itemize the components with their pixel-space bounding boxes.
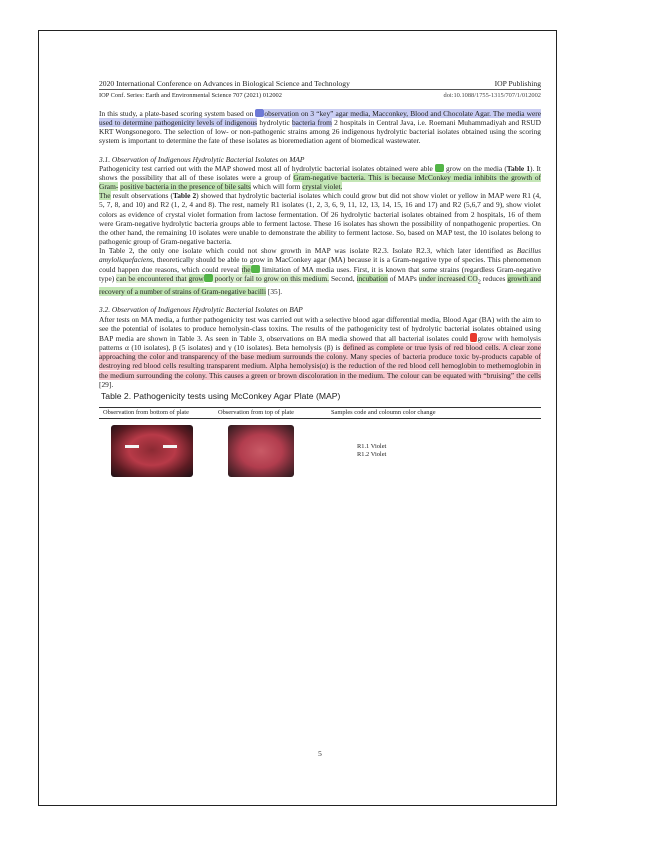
highlight-green[interactable]: Gram-negative bacteria. This is because McConkey xyxy=(293,172,451,182)
highlight-green[interactable]: poorly or fail to grow on this medium. xyxy=(212,273,329,283)
table-row xyxy=(99,419,541,477)
highlight-blue[interactable]: observation on 3 “key” agar media, Macconkey, Blood and Chocolate Agar. The media were used to determine pathogenicity levels of indigenous xyxy=(99,109,541,128)
highlight-blue[interactable]: bacteria from xyxy=(291,118,332,128)
sample-results xyxy=(357,443,386,459)
table-column-header: Observation from bottom of plate xyxy=(103,408,189,416)
highlight-green[interactable]: crystal violet. xyxy=(302,182,343,192)
publisher: IOP Publishing xyxy=(494,79,541,88)
comment-note-icon[interactable] xyxy=(204,274,213,282)
intro-paragraph: In this study, a plate-based scoring system based on observation on 3 “key” agar media, Macconkey, Blood and Chocolate Agar. The media were used to determine pathogenicity levels of indigenous hydrolytic bacteria from 2 hospitals in Central Java, i.e. Roemani Muhammadiyah and RSUD KRT Wongsonegoro. The selection of low- or non-pathogenic strains among 26 indigenous hydrolytic bacterial isolates obtained using the scoring system is important to determine the fate of these isolates as bioremediation agent of biomedical wastewater. xyxy=(99,109,541,146)
sample-result: R1.2 Violet xyxy=(357,450,387,458)
section2-paragraph1: After tests on MA media, a further pathogenicity test was carried out with a selective blood agar differential media, Blood Agar (BA) with the aim to see the potential of isolates to produce hemolysin-class toxins. The results of the pathogenicity test of hydrolytic bacterial isolates obtained using BAP media are shown in Table 3. As seen in Table 3, observations on BA media showed that all bacterial isolates could grow with hemolysis patterns α (10 isolates), β (5 isolates) and γ (10 isolates). Beta hemolysis (β) is defined as complete or true lysis of red blood cells. A clear zone approaching the color and transparency of the base medium surrounds the colony. Many species of bacteria produce toxic by-products capable of destroying red blood cells resulting transparent medium. Alpha hemolysis(α) is the reduction of the red blood cell hemoglobin to methemoglobin in the medium surrounding the colony. This causes a green or brown discoloration in the medium. The colour can be equated with “bruising” the cells [29]. xyxy=(99,314,541,389)
series-header xyxy=(99,91,541,100)
section-heading: 3.1. Observation of Indigenous Hydrolytic Bacterial Isolates on MAP xyxy=(99,154,305,164)
table-header-row xyxy=(99,407,541,419)
pdf-page xyxy=(38,30,557,806)
section1-paragraph3: In Table 2, the only one isolate which could not show growth in MAP was isolate R2.3. Isolate R2.3, which later identified as Bacillus amyloliquefaciens, theoretically should be able to grow in MacConkey agar (MA) because it is a Gram-negative type of species. This phenomenon could happen due reasons, which could reveal the limitation of MA media uses. First, it is known that some strains (regardless Gram-negative type) can be encountered that grow poorly or fail to grow on this medium. Second, incubation of MAPs under increased $CO_2$ reduces growth and recovery of a number of strains of Gram-negative bacilli [35]. xyxy=(99,246,541,297)
table-caption: Table 2. Pathogenicity tests using McConkey Agar Plate (MAP) xyxy=(101,390,341,401)
running-header xyxy=(99,79,541,90)
agar-plate-top-photo xyxy=(228,425,294,477)
comment-note-icon[interactable] xyxy=(435,164,444,172)
highlight-green[interactable]: under increased CO xyxy=(418,273,478,283)
sample-result: R1.1 Violet xyxy=(357,442,387,450)
highlight-green[interactable]: the xyxy=(241,264,251,274)
highlight-green[interactable]: media inhibits the growth of Gram- xyxy=(99,172,541,192)
highlight-green[interactable]: positive xyxy=(120,182,146,192)
agar-plate-bottom-photo xyxy=(111,425,193,477)
comment-note-icon[interactable] xyxy=(251,265,260,273)
series-info: IOP Conf. Series: Earth and Environmental Science 707 (2021) 012002 xyxy=(99,92,282,99)
highlight-green[interactable]: growth and recovery of a number of strains of Gram-negative bacilli xyxy=(99,273,541,297)
highlight-green[interactable]: The xyxy=(99,191,111,201)
conference-title: 2020 International Conference on Advances in Biological Science and Technology xyxy=(99,79,350,88)
table-column-header: Observation from top of plate xyxy=(218,408,294,416)
page-number: 5 xyxy=(318,749,322,758)
doi: doi:10.1088/1755-1315/707/1/012002 xyxy=(443,92,541,99)
section1-paragraph1: Pathogenicity test carried out with the MAP showed most all of hydrolytic bacterial isolates obtained were able grow on the media (Table 1). It shows the possibility that all of these isolates were a group of Gram-negative bacteria. This is because McConkey media inhibits the growth of Gram- positive bacteria in the presence of bile salts which will form crystal violet. xyxy=(99,163,541,192)
highlight-green[interactable]: can be encountered that xyxy=(116,273,189,283)
highlight-green[interactable]: incubation xyxy=(356,273,388,283)
table-column-header: Samples code and coloumn color change xyxy=(331,408,436,416)
highlight-red[interactable]: defined as complete or true lysis of red blood cells. A clear zone approaching the color and transparency of the base medium surrounds the colony. Many species of bacteria produce toxic by-products capable of destroying red blood cells resulting transparent medium. Alpha hemolysis(α) is the reduction of the red blood cell hemoglobin to methemoglobin in the medium surrounding the colony. This causes a green or brown discoloration in the medium. The colour can be equated with “bruising” xyxy=(99,343,541,380)
highlight-red[interactable]: the cells xyxy=(514,370,541,380)
results-table xyxy=(99,407,541,477)
section-heading: 3.2. Observation of Indigenous Hydrolytic Bacterial Isolates on BAP xyxy=(99,305,303,315)
section1-paragraph2: The result observations (Table 2) showed that hydrolytic bacterial isolates which could grow but did not show violet or yellow in MAP were R1 (4, 5, 7, 8, and 10) and R2 (1, 2, 4 and 8). The rest, namely R1 isolates (1, 2, 3, 6, 9, 11, 12, 13, 14, 15, 16 and 17) and R2 (5,6,7 and 9), show violet colors as evidence of crystal violet formation from lactose fermentation. Of 26 hydrolytic bacterial isolates obtained from 2 hospitals, 16 of them were Gram-negative hydrolytic bacteria groups able to ferment lactose. These 16 isolates has shown the possibility of nonpathogenic properties. On the other hand, the remaining 10 isolates were unable to demonstrate the ability to ferment lactose. So, based on MAP test, the 10 isolates belong to pathogenic group of Gram-negative bacteria. xyxy=(99,191,542,247)
page-content xyxy=(99,79,542,758)
highlight-green[interactable]: bacteria in the presence of bile salts xyxy=(145,182,251,192)
highlight-green[interactable]: grow xyxy=(188,273,204,283)
